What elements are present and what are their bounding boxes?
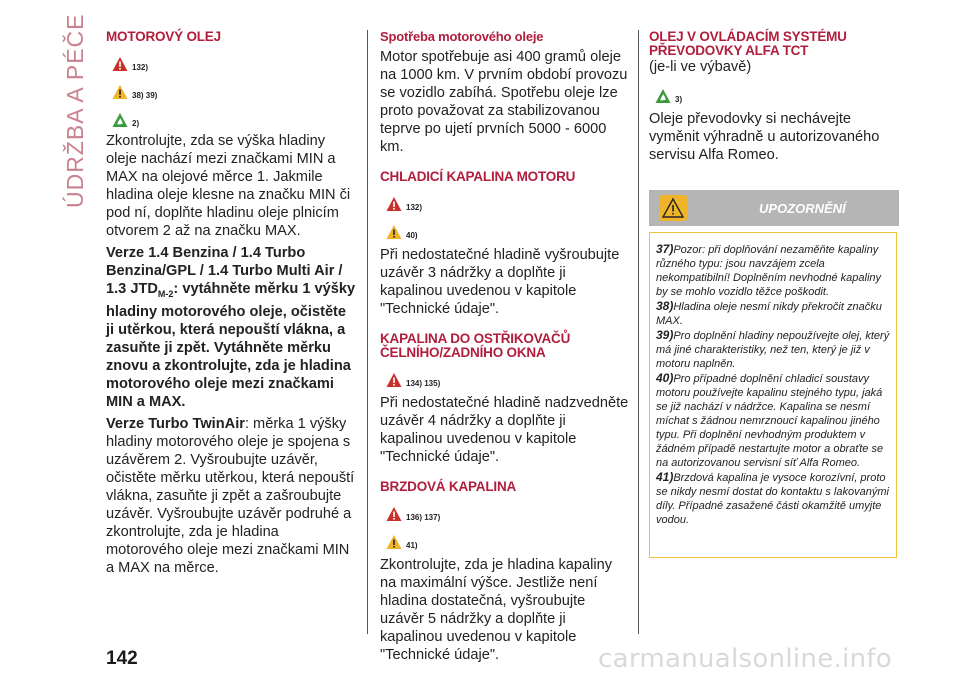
warning-ref: [386, 528, 630, 550]
paragraph: Motor spotřebuje asi 400 gramů oleje na 1000 km. V prvním období provozu se vozidlo zabíhá. Spotřebu oleje lze proto považovat za stabilizovanou teprve po ujetí prvních 5000 - 6000 km.: [380, 49, 628, 155]
heading-line: OLEJ V OVLÁDACÍM SYSTÉMU: [649, 29, 847, 44]
paragraph-twinair: [106, 415, 356, 577]
column-divider: [367, 30, 368, 634]
warning-ref-text: 41): [406, 541, 418, 550]
danger-warning-icon: [386, 196, 402, 212]
warning-ref-text: 132): [132, 63, 149, 72]
watermark: carmanualsonline.info: [598, 644, 893, 674]
column-right: [649, 30, 899, 164]
note-number: 38): [656, 299, 674, 313]
note-text: Hladina oleje nesmí nikdy překročit značku MAX.: [656, 301, 882, 327]
page-number: 142: [106, 648, 138, 669]
paragraph: Při nedostatečné hladině nadzvedněte uzávěr 4 nádržky a doplňte ji kapalinou uvedenou v kapitole "Technické údaje".: [380, 395, 629, 465]
warning-ref-text: 3): [675, 95, 683, 104]
column-middle: [380, 30, 630, 664]
warning-note: [656, 470, 892, 527]
paragraph: Zkontrolujte, zda je hladina kapaliny na maximální výšce. Jestliže není hladina dostatečná, vyšroubujte uzávěr 5 nádržky a doplňte ji kapalinou uvedenou v kapitole "Technické údaje".: [380, 557, 613, 663]
subheading-optional: (je-li ve výbavě): [649, 59, 752, 75]
environment-warning-icon: [655, 88, 671, 104]
caution-warning-icon: [386, 534, 402, 550]
warning-ref-text: 136) 137): [406, 513, 441, 522]
warning-ref: [386, 218, 630, 240]
note-text: Pro případné doplnění chladicí soustavy motoru používejte kapalinu stejného typu, jaká se již nachází v nádržce. Kapalina se nesmí míchat s žádnou nemrznoucí kapalinou jiného typu. Při doplnění nevhodným produktem v žádném případě nestartujte motor a obraťte se na autorizovanou servisní síť Alfa Romeo.: [656, 373, 884, 469]
warning-ref-text: 40): [406, 231, 418, 240]
section-heading-tct-oil: [649, 30, 899, 58]
warning-box-header: [649, 190, 899, 226]
column-left: [106, 30, 356, 577]
warning-box: [649, 232, 897, 558]
note-text: Pro doplnění hladiny nepoužívejte olej, který má jiné charakteristiky, než ten, který je již v motoru naplněn.: [656, 330, 890, 370]
warning-ref-text: 38) 39): [132, 91, 158, 100]
column-divider: [638, 30, 639, 634]
warning-ref: [386, 366, 630, 388]
heading-line: KAPALINA DO OSTŘIKOVAČŮ: [380, 331, 571, 346]
heading-line: ČELNÍHO/ZADNÍHO OKNA: [380, 345, 546, 360]
caution-warning-icon: [386, 224, 402, 240]
heading-line: PŘEVODOVKY ALFA TCT: [649, 43, 809, 58]
danger-warning-icon: [386, 506, 402, 522]
environment-warning-icon: [112, 112, 128, 128]
warning-ref-text: 2): [132, 119, 140, 128]
warning-ref-text: 132): [406, 203, 423, 212]
danger-warning-icon: [112, 56, 128, 72]
warning-note: [656, 328, 892, 371]
section-heading-coolant: CHLADICÍ KAPALINA MOTORU: [380, 169, 576, 184]
section-heading-washer-fluid: [380, 332, 630, 360]
warning-ref-text: 134) 135): [406, 379, 441, 388]
danger-warning-icon: [386, 372, 402, 388]
side-chapter-title: [62, 13, 90, 208]
warning-note: [656, 299, 892, 328]
paragraph: Při nedostatečné hladině vyšroubujte uzávěr 3 nádržky a doplňte ji kapalinou uvedenou v kapitole "Technické údaje".: [380, 247, 620, 317]
note-number: 40): [656, 371, 674, 385]
note-text: Pozor: při doplňování nezaměňte kapaliny různého typu: jsou navzájem zcela nekompatibilní! Doplněním nevhodné kapaliny by se mohlo vozidlo těžce poškodit.: [656, 244, 882, 298]
versions-instructions: : vytáhněte měrku 1 výšky hladiny motorového oleje, očistěte ji utěrkou, která nepouští vlákna, a zasuňte ji zpět. Vytáhněte měrku znovu a zkontrolujte, zda je hladina motorového oleje mezi značkami MIN a MAX.: [106, 281, 356, 410]
twinair-instructions: : měrka 1 výšky hladiny motorového oleje je spojena s uzávěrem 2. Vyšroubujte uzávěr, očistěte měrku utěrkou, která nepouští vlákna, zasuňte ji zpět a zašroubujte uzávěr. Vyšroubujte uzávěr podruhé a zkontrolujte, zda je hladina motorového oleje mezi značkami MIN a MAX na měrce.: [106, 415, 355, 576]
warning-box-title: UPOZORNĚNÍ: [759, 200, 846, 216]
section-heading-brake-fluid: BRZDOVÁ KAPALINA: [380, 479, 517, 494]
warning-notes: [656, 242, 892, 527]
paragraph: Zkontrolujte, zda se výška hladiny oleje nachází mezi značkami MIN a MAX na olejové měrce 1. Jakmile hladina oleje klesne na značku MIN či pod ní, doplňte hladinu oleje plnicím otvorem 2 až na značku MAX.: [106, 133, 351, 239]
note-number: 39): [656, 328, 674, 342]
note-text: Brzdová kapalina je vysoce korozívní, proto se nikdy nesmí dostat do kontaktu s lakovanými díly. Případné zasažené části okamžitě umyjte vodou.: [656, 472, 889, 526]
warning-ref: [112, 50, 356, 72]
warning-note: [656, 371, 892, 470]
twinair-label: Verze Turbo TwinAir: [106, 415, 245, 432]
version-subscript: M-2: [157, 288, 174, 299]
versions-label: Verze 1.4 Benzina / 1.4 Turbo Benzina/GPL / 1.4 Turbo Multi Air / 1.3 JTD: [106, 245, 343, 297]
note-number: 41): [656, 470, 674, 484]
warning-ref: [112, 78, 356, 100]
section-heading-engine-oil: MOTOROVÝ OLEJ: [106, 29, 221, 44]
paragraph: Oleje převodovky si nechávejte vyměnit výhradně u autorizovaného servisu Alfa Romeo.: [649, 111, 880, 163]
subsection-heading-oil-consumption: Spotřeba motorového oleje: [380, 29, 544, 44]
paragraph-versions: [106, 244, 356, 411]
warning-ref: [655, 82, 899, 104]
warning-note: [656, 242, 892, 299]
side-chapter-text: ÚDRŽBA A PÉČE: [62, 13, 88, 208]
warning-ref: [386, 190, 630, 212]
warning-ref: [386, 500, 630, 522]
caution-warning-icon: [112, 84, 128, 100]
note-number: 37): [656, 242, 674, 256]
caution-warning-icon: [659, 195, 687, 221]
warning-ref: [112, 106, 356, 128]
